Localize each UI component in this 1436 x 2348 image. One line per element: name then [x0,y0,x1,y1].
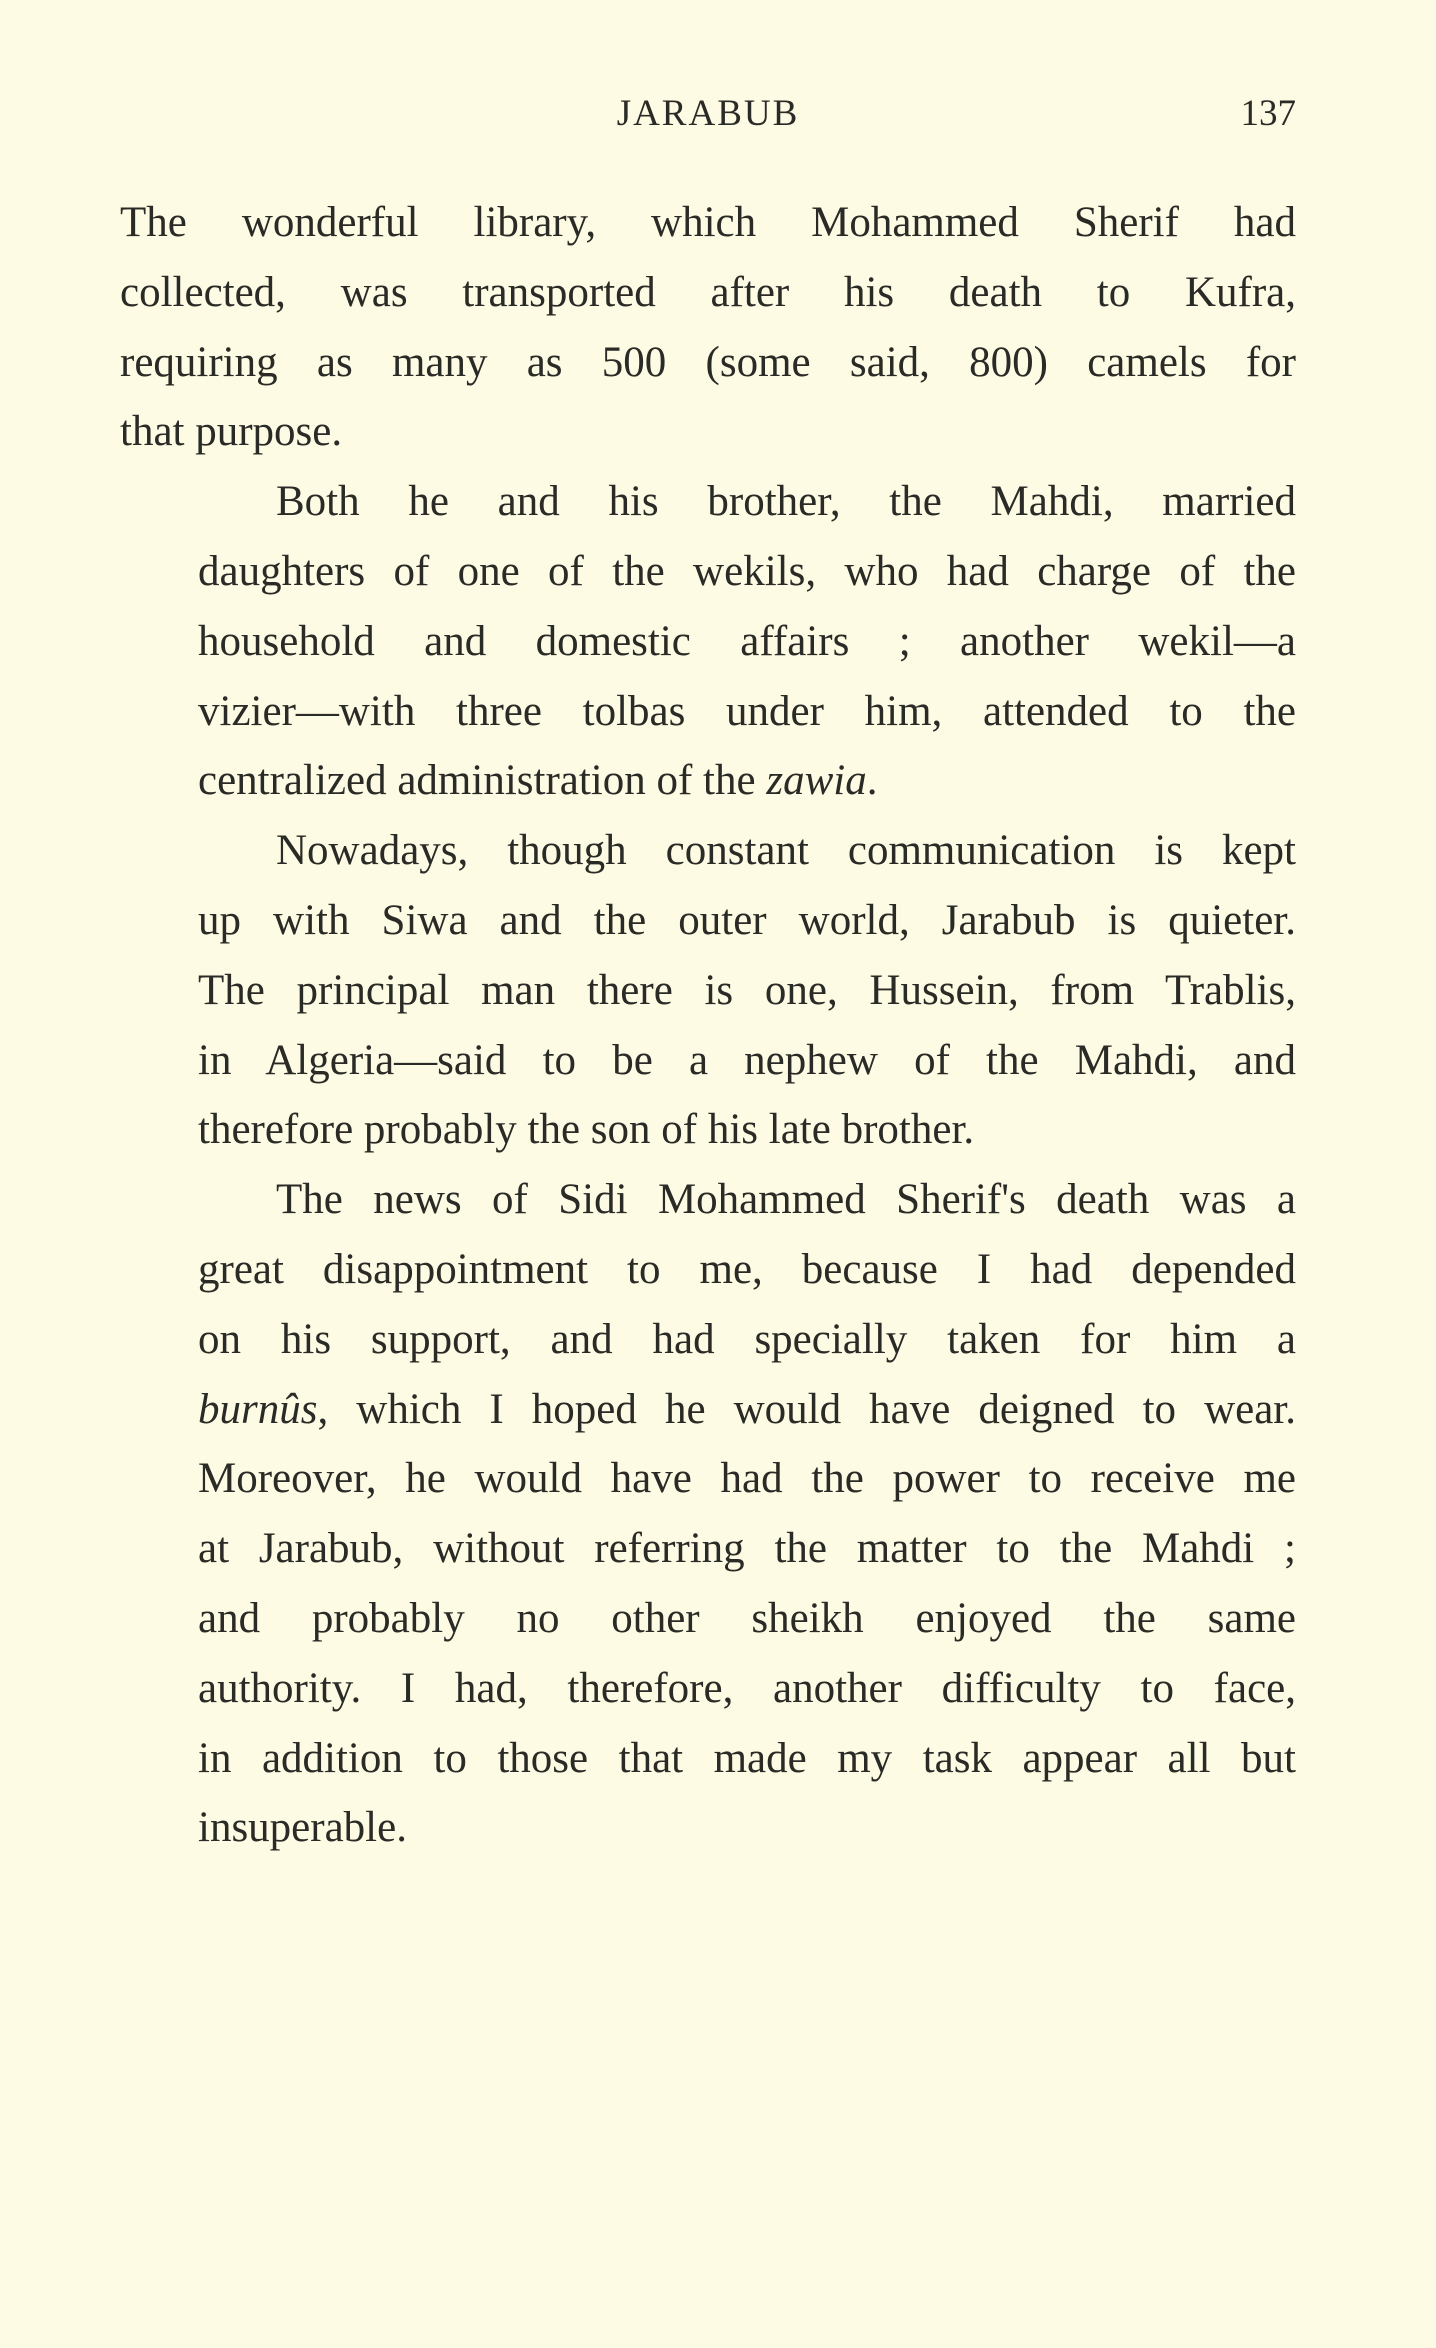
text-line: vizier—with three tolbas under him, attended to the [198,687,1296,735]
text-line: up with Siwa and the outer world, Jarabub is quieter. [198,896,1296,944]
paragraph-2 [120,467,1296,816]
text-line: daughters of one of the wekils, who had charge of the [198,547,1296,595]
text-line: in Algeria—said to be a nephew of the Mahdi, and [198,1036,1296,1084]
text-line: therefore probably the son of his late brother. [198,1106,975,1154]
paragraph-4 [120,1165,1296,1863]
text-segment: . [866,757,878,805]
text-line: insuperable. [198,1804,407,1852]
text-line: that purpose. [120,408,343,456]
text-line: Both he and his brother, the Mahdi, married [276,478,1296,526]
text-line [120,1375,1296,1445]
text-line: The principal man there is one, Hussein, from Trablis, [198,966,1296,1014]
text-line: in addition to those that made my task appear all but [198,1734,1296,1782]
text-line: on his support, and had specially taken for him a [198,1315,1296,1363]
page-number: 137 [1240,93,1296,134]
italic-term: burnûs [198,1385,318,1433]
text-line: great disappointment to me, because I had depended [198,1245,1296,1293]
text-line: collected, was transported after his death to Kufra, [120,268,1296,316]
text-segment: centralized administration of the [198,757,767,805]
text-line: The wonderful library, which Mohammed Sherif had [120,199,1296,246]
text-segment: , which I hoped he would have deigned to wear. [317,1385,1296,1433]
running-head [120,92,1296,142]
text-line: The news of Sidi Mohammed Sherif's death was a [276,1176,1296,1224]
text-line: at Jarabub, without referring the matter to the Mahdi ; [198,1525,1296,1573]
body-text [120,188,1296,1863]
text-line: and probably no other sheikh enjoyed the same [198,1594,1296,1642]
text-line: Moreover, he would have had the power to receive me [198,1455,1296,1503]
paragraph-3 [120,816,1296,1165]
text-line [120,746,1296,816]
text-line: Nowadays, though constant communication is kept [276,827,1296,875]
italic-term: zawia [766,757,867,805]
text-line: requiring as many as 500 (some said, 800) camels for [120,338,1296,386]
text-line: authority. I had, therefore, another difficulty to face, [198,1664,1296,1712]
chapter-title: JARABUB [616,93,800,134]
text-line: household and domestic affairs ; another wekil—a [198,617,1296,665]
paragraph-1 [120,188,1296,467]
